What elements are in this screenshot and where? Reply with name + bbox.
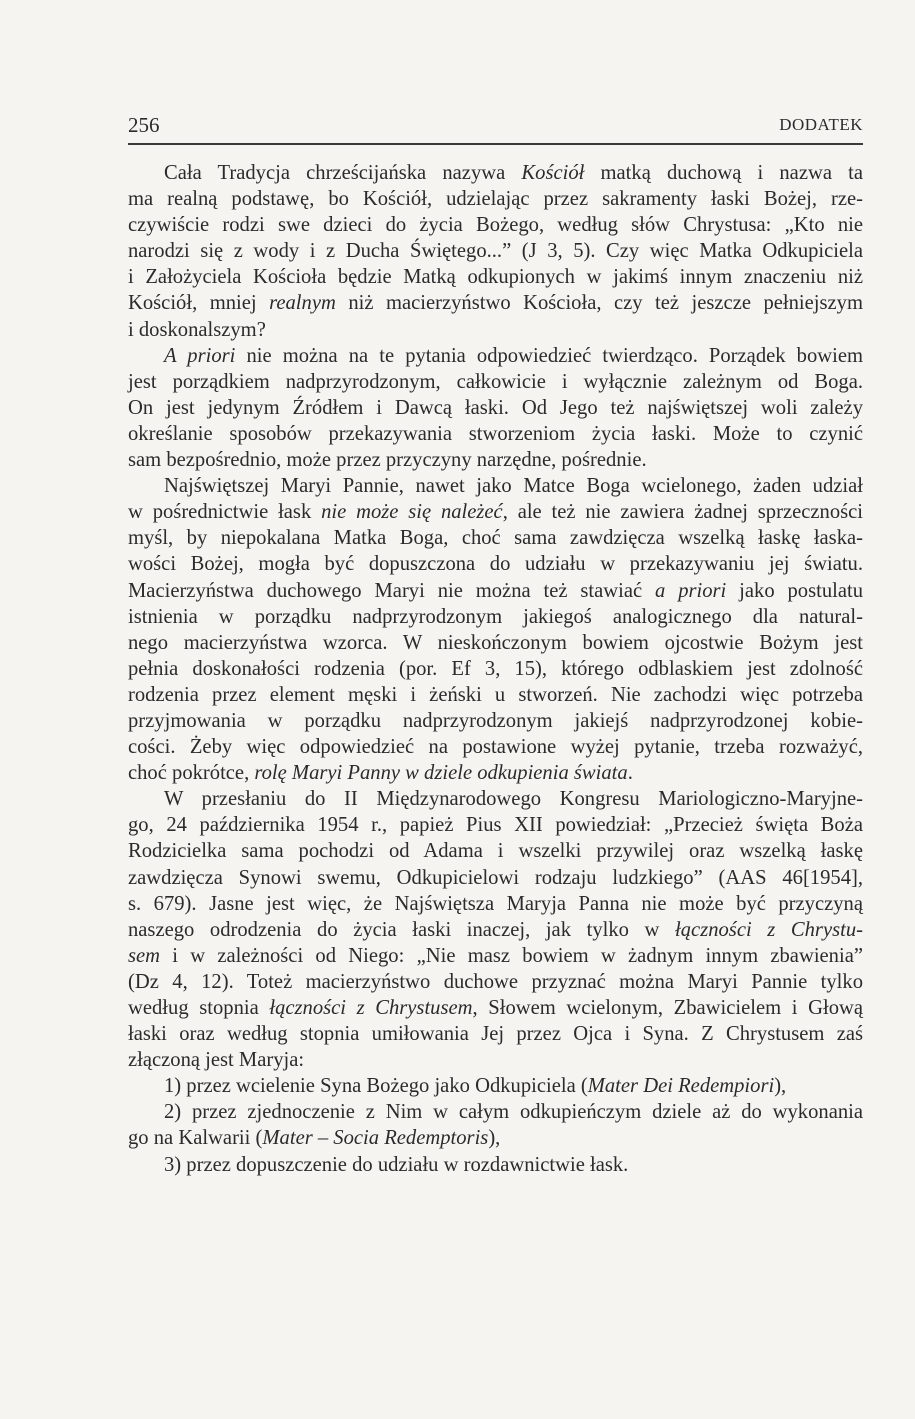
text-run: złączoną jest Maryja: [128,1049,305,1072]
italic-text: realnym [269,292,336,315]
text-run: . [627,762,633,785]
text-line [128,369,863,395]
text-line [128,290,863,316]
text-run: Macierzyństwa duchowego Maryi nie można też stawiać [128,579,656,602]
italic-text: nie może się należeć [321,501,503,524]
text-line [128,525,863,551]
text-run: s. 679). Jasne jest więc, że Najświętsza Maryja Panna nie może być przyczyną [128,892,863,915]
text-run: 2) przez zjednoczenie z Nim w całym odkupieńczym dziele aż do wykonania [164,1101,863,1124]
text-run: ), [774,1075,787,1098]
text-run: jako postulatu [726,579,864,602]
text-run: rodzenia przez element męski i żeński u stworzeń. Nie zachodzi więc potrzeba [128,683,863,706]
text-run: w pośrednictwie łask [128,501,322,524]
paragraph [128,473,863,786]
text-line [128,343,863,369]
text-run: pełnia doskonałości rodzenia (por. Ef 3, 15), którego odblaskiem jest zdolność [128,657,863,680]
list-item [128,1099,863,1151]
text-run: choć pokrótce, [128,762,255,785]
paragraph [128,160,863,343]
text-line [128,1047,863,1073]
text-run: Cała Tradycja chrześcijańska nazywa [164,162,522,184]
text-run: przyjmowania w porządku nadprzyrodzonym jakiejś nadprzyrodzonej kobie- [128,709,863,732]
text-run: niż macierzyństwo Kościoła, czy też jeszcze pełniejszym [335,292,863,315]
text-run: jest porządkiem nadprzyrodzonym, całkowicie i wyłącznie zależnym od Boga. [128,370,863,393]
text-run: czywiście rodzi swe dzieci do życia Bożego, według słów Chrystusa: „Kto nie [128,214,863,237]
text-line [128,1099,863,1125]
text-run: W przesłaniu do II Międzynarodowego Kongresu Mariologiczno-Maryjne- [164,788,863,811]
italic-text: łączności z Chrystu- [675,918,863,941]
text-line [128,578,863,604]
italic-text: łączności z Chrystusem [269,997,473,1019]
text-run: ma realną podstawę, bo Kościół, udzielając przez sakramenty łaski Bożej, rze- [128,188,863,211]
italic-text: Mater – Socia Redemptoris [262,1127,489,1150]
text-line [128,656,863,682]
text-line [128,238,863,264]
text-run: sam bezpośrednio, może przez przyczyny narzędne, pośrednie. [128,449,647,472]
text-run: , Słowem wcielonym, Zbawicielem i Głową [472,997,864,1019]
italic-text: Mater Dei Redempiori [587,1075,775,1098]
text-line [128,943,863,969]
text-line [128,264,863,290]
text-run: go na Kalwarii ( [128,1127,263,1150]
text-line [128,917,863,943]
text-line [128,838,863,864]
text-run: , ale też nie zawiera żadnej sprzeczności [502,501,863,524]
text-line [128,473,863,499]
text-run: myśl, by niepokalana Matka Boga, choć sama zawdzięcza wszelką łaskę łaska- [128,527,863,550]
text-line [128,604,863,630]
text-run: 1) przez wcielenie Syna Bożego jako Odkupiciela ( [164,1075,588,1098]
list-item [128,1152,863,1178]
text-run: On jest jedynym Źródłem i Dawcą łaski. Od Jego też najświętszej woli zależy [128,396,863,419]
text-line [128,865,863,891]
list-item [128,1073,863,1099]
text-run: narodzi się z wody i z Ducha Świętego...” (J 3, 5). Czy więc Matka Odkupiciela [128,240,863,263]
text-line [128,812,863,838]
text-run: Najświętszej Maryi Pannie, nawet jako Matce Boga wcielonego, żaden udział [164,475,863,498]
text-line [128,447,863,473]
text-line [128,421,863,447]
text-line [128,969,863,995]
italic-text: sem [128,944,161,967]
header-rule [128,143,863,145]
italic-text: A priori [164,344,236,367]
text-run: 3) przez dopuszczenie do udziału w rozdawnictwie łask. [164,1153,629,1176]
text-run: naszego odrodzenia do życia łaski inaczej, jak tylko w [128,918,676,941]
text-line [128,786,863,812]
body-text [128,160,863,1178]
text-run: (Dz 4, 12). Toteż macierzyństwo duchowe przyznać można Maryi Pannie tylko [128,970,863,993]
text-line [128,995,863,1021]
text-line [128,891,863,917]
text-line [128,630,863,656]
text-line [128,1152,863,1178]
text-line [128,760,863,786]
text-run: Kościół, mniej [128,292,270,315]
text-run: Rodzicielka sama pochodzi od Adama i wszelki przywilej oraz wszelką łaskę [128,840,863,863]
italic-text: a priori [655,579,727,602]
text-line [128,682,863,708]
text-line [128,551,863,577]
running-head: DODATEK [779,115,863,134]
text-run: i doskonalszym? [128,318,266,341]
text-line [128,499,863,525]
text-line [128,708,863,734]
italic-text: rolę Maryi Panny w dziele odkupienia świata [254,762,628,785]
text-run: wości Bożej, mogła być dopuszczona do udziału w przekazywaniu jej światu. [128,553,863,576]
text-line [128,1125,863,1151]
text-run: istnienia w porządku nadprzyrodzonym jakiegoś analogicznego dla natural- [128,605,863,628]
text-run: go, 24 października 1954 r., papież Pius XII powiedział: „Przecież święta Boża [128,814,863,837]
text-line [128,395,863,421]
text-run: i w zależności od Niego: „Nie masz bowiem w żadnym innym zbawienia” [160,944,863,967]
text-line [128,160,863,186]
text-line [128,212,863,238]
text-line [128,317,863,343]
text-run: ), [488,1127,501,1150]
paragraph [128,343,863,473]
text-line [128,1073,863,1099]
text-line [128,1021,863,1047]
paragraph [128,786,863,1073]
text-line [128,734,863,760]
page-header [128,113,863,143]
text-run: cości. Żeby więc odpowiedzieć na postawione wyżej pytanie, trzeba rozważyć, [128,736,863,759]
text-run: zawdzięcza Synowi swemu, Odkupicielowi rodzaju ludzkiego” (AAS 46[1954], [128,866,863,889]
page-number: 256 [128,113,160,137]
text-run: według stopnia [128,997,270,1019]
text-run: i Założyciela Kościoła będzie Matką odkupionych w jakimś innym znaczeniu niż [128,266,863,289]
text-run: nego macierzyństwa wzorca. W nieskończonym bowiem ojcostwie Bożym jest [128,631,863,654]
text-run: określanie sposobów przekazywania stworzeniom życia łaski. Może to czynić [128,422,863,445]
text-line [128,186,863,212]
text-run: nie można na te pytania odpowiedzieć twierdząco. Porządek bowiem [235,344,863,367]
italic-text: Kościół [521,162,585,184]
text-run: łaski oraz według stopnia umiłowania Jej przez Ojca i Syna. Z Chrystusem zaś [128,1023,863,1046]
text-run: matką duchową i nazwa ta [584,162,863,184]
